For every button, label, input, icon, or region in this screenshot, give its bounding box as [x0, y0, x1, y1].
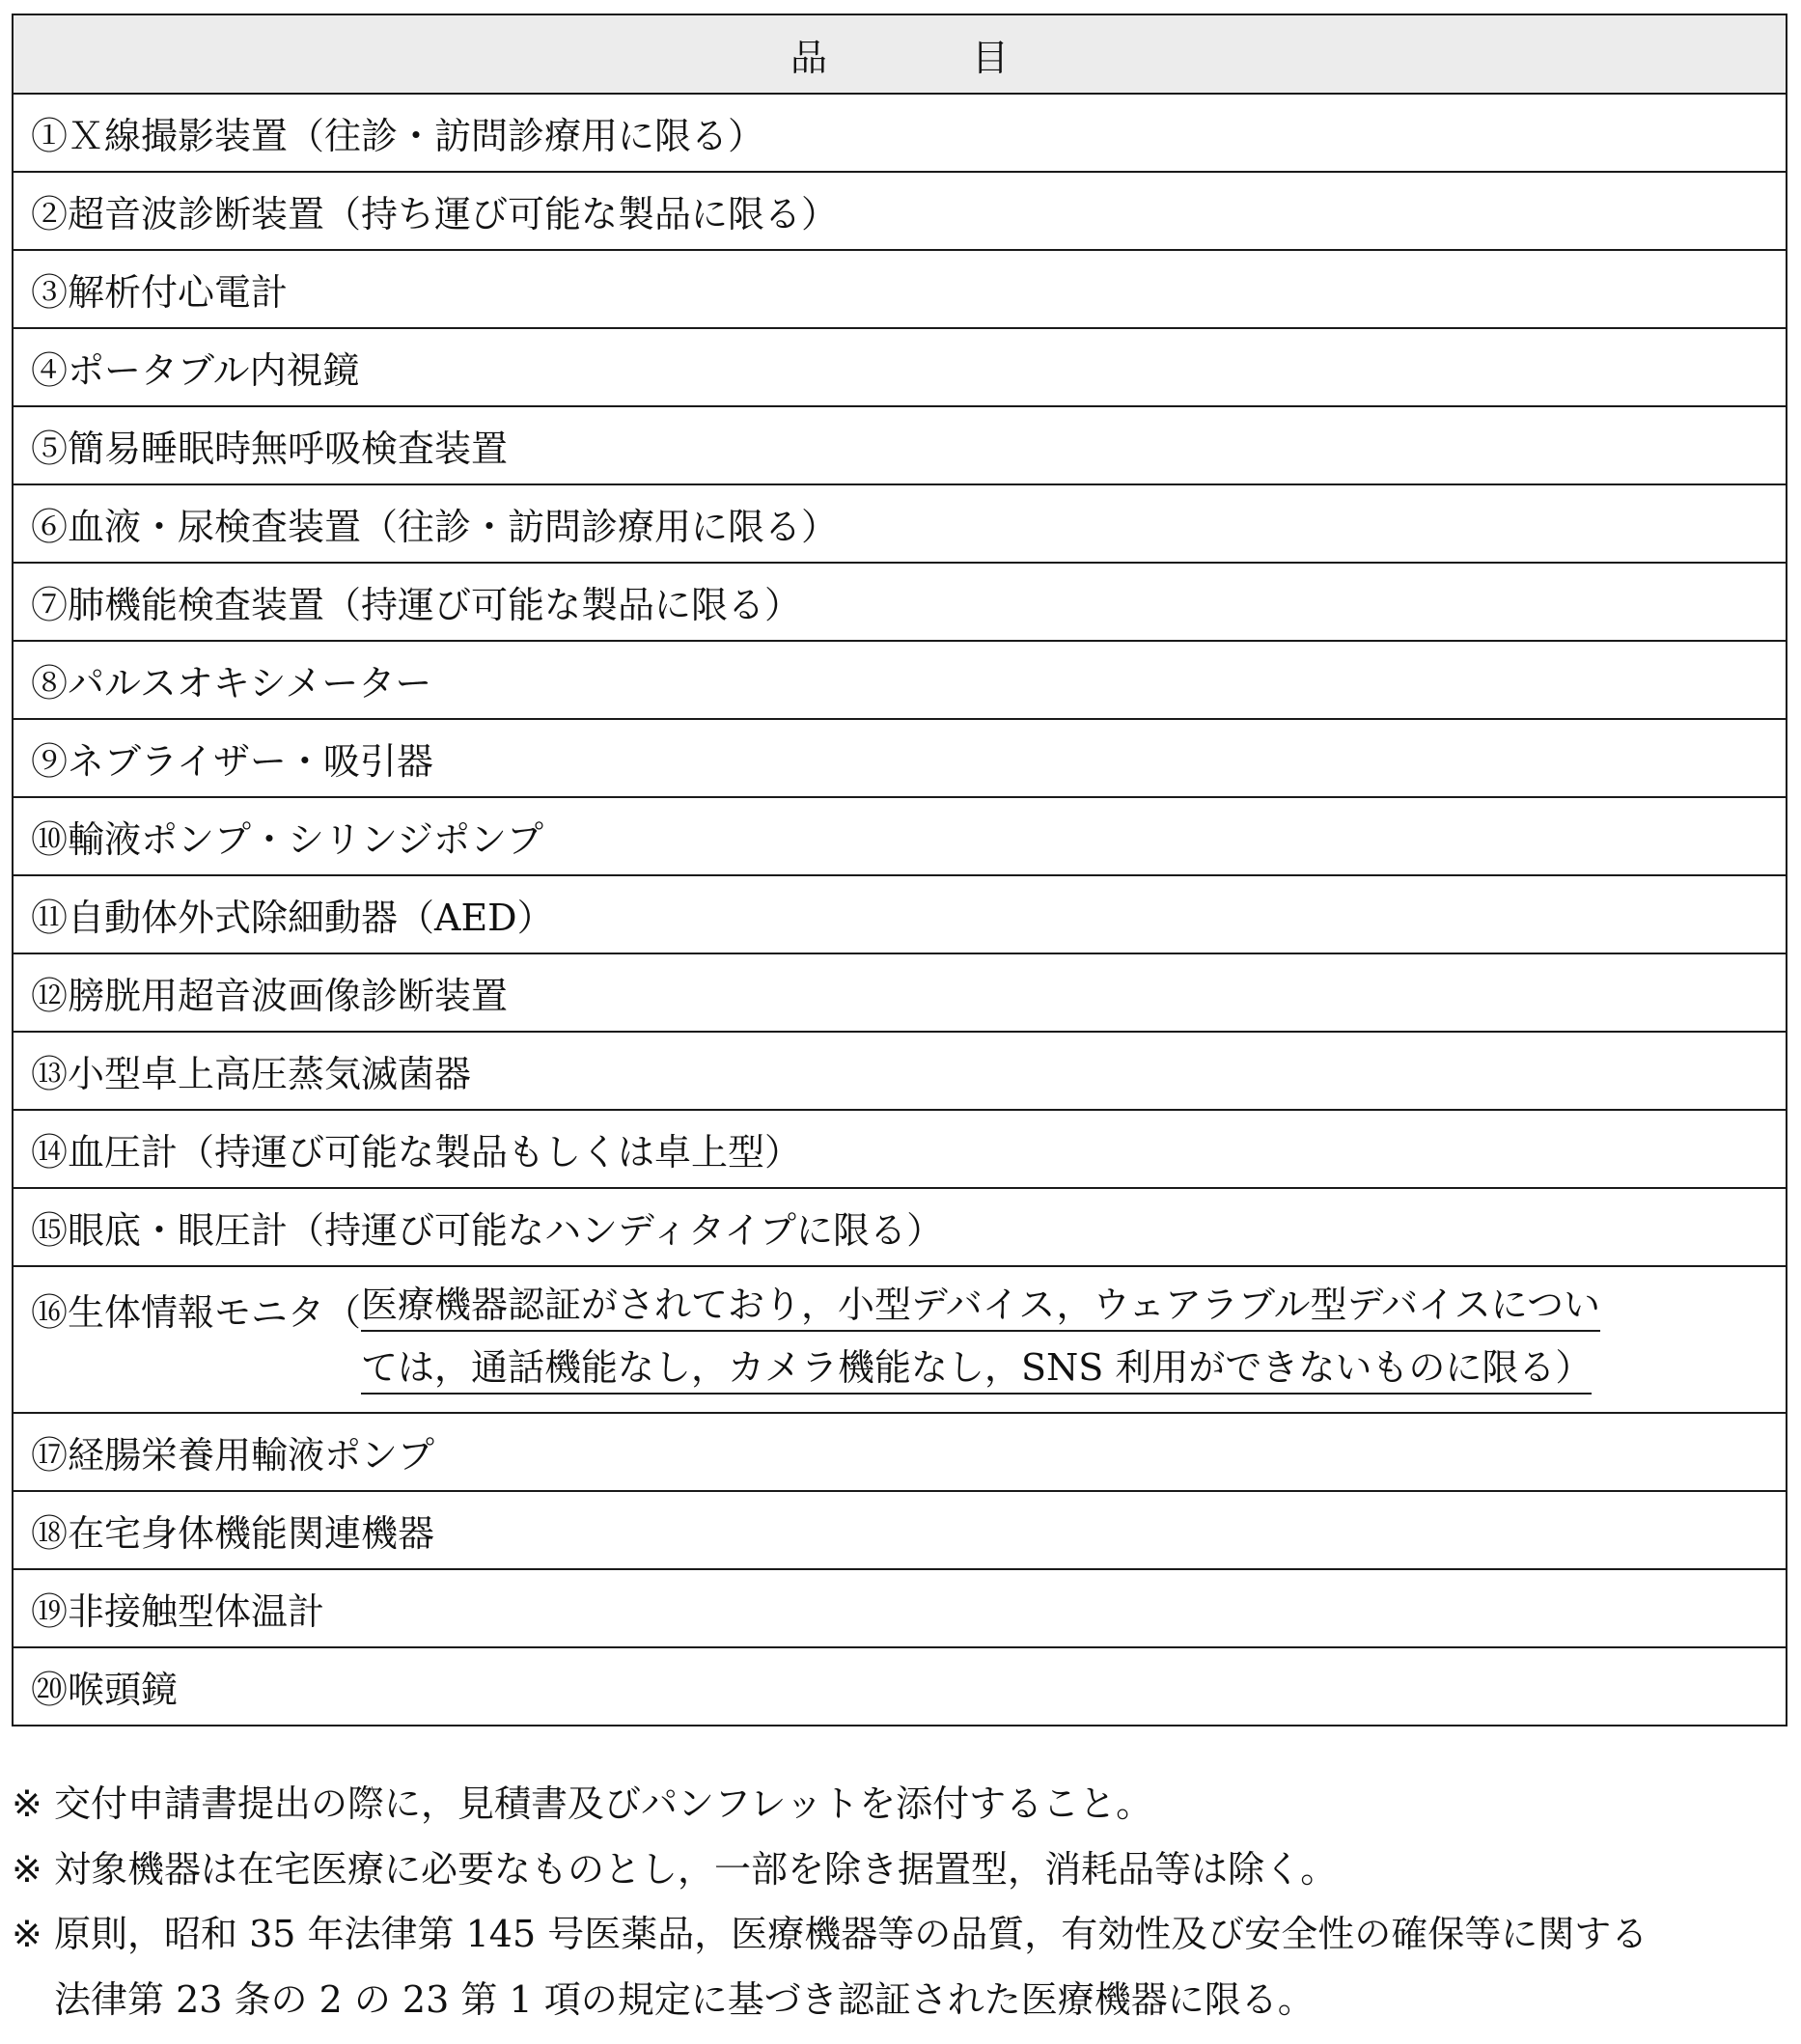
table-cell: ③解析付心電計	[13, 250, 1787, 328]
table-row	[13, 406, 1787, 484]
table-row	[13, 719, 1787, 797]
table-row	[13, 328, 1787, 406]
note-mark: ※	[12, 1913, 42, 1955]
table-row	[13, 172, 1787, 250]
table-cell: ⑰経腸栄養用輸液ポンプ	[13, 1413, 1787, 1491]
table-cell: ⑩輸液ポンプ・シリンジポンプ	[13, 797, 1787, 875]
table-cell: ⑱在宅身体機能関連機器	[13, 1491, 1787, 1569]
note-item	[12, 1847, 1793, 1893]
table-cell: ⑨ネブライザー・吸引器	[13, 719, 1787, 797]
table-cell: ⑭血圧計（持運び可能な製品もしくは卓上型）	[13, 1110, 1787, 1188]
table-row	[13, 1188, 1787, 1266]
note-text: 交付申請書提出の際に，見積書及びパンフレットを添付すること。	[54, 1782, 1153, 1825]
table-cell: ②超音波診断装置（持ち運び可能な製品に限る）	[13, 172, 1787, 250]
table-row	[13, 1413, 1787, 1491]
table-cell: ⑮眼底・眼圧計（持運び可能なハンディタイプに限る）	[13, 1188, 1787, 1266]
table-cell: ⑬小型卓上高圧蒸気滅菌器	[13, 1032, 1787, 1110]
note-mark: ※	[12, 1782, 42, 1825]
table-cell: ①Ｘ線撮影装置（往診・訪問診療用に限る）	[13, 94, 1787, 172]
table-row	[13, 875, 1787, 953]
note-text: 対象機器は在宅医療に必要なものとし，一部を除き据置型，消耗品等は除く。	[54, 1847, 1338, 1891]
notes-section	[12, 1782, 1793, 2042]
items-table	[12, 14, 1787, 1726]
table-row	[13, 563, 1787, 641]
table-row	[13, 1110, 1787, 1188]
header-char-1: 品	[790, 36, 827, 79]
note-item	[12, 1782, 1793, 1828]
table-row	[13, 1032, 1787, 1110]
table-cell: ⑦肺機能検査装置（持運び可能な製品に限る）	[13, 563, 1787, 641]
table-header-cell	[13, 14, 1787, 94]
table-cell: ⑪自動体外式除細動器（AED）	[13, 875, 1787, 953]
table-cell: ⑥血液・尿検査装置（往診・訪問診療用に限る）	[13, 484, 1787, 563]
header-char-2: 目	[972, 36, 1010, 79]
table-row	[13, 1647, 1787, 1726]
note-mark: ※	[12, 1847, 42, 1891]
multiline-wrap	[31, 1283, 1768, 1408]
table-cell: ④ポータブル内視鏡	[13, 328, 1787, 406]
row16-underlined-line-2: ては，通話機能なし，カメラ機能なし，SNS 利用ができないものに限る）	[361, 1345, 1592, 1395]
table-cell: ⑧パルスオキシメーター	[13, 641, 1787, 719]
table-cell: ⑳喉頭鏡	[13, 1647, 1787, 1726]
row16-underlined-line-1: 医療機器認証がされており，小型デバイス，ウェアラブル型デバイスについ	[361, 1283, 1600, 1332]
table-row	[13, 1569, 1787, 1647]
table-row	[13, 1491, 1787, 1569]
note-item	[12, 1912, 1793, 2023]
row16-prefix: ⑯生体情報モニタ（	[31, 1291, 362, 1334]
table-cell: ⑤簡易睡眠時無呼吸検査装置	[13, 406, 1787, 484]
table-row	[13, 250, 1787, 328]
note-text-multiline	[54, 1912, 1793, 2023]
table-cell: ⑲非接触型体温計	[13, 1569, 1787, 1647]
header-label	[790, 28, 1009, 81]
table-cell-multiline	[13, 1266, 1787, 1413]
table-row	[13, 94, 1787, 172]
note-line: 法律第 23 条の 2 の 23 第 1 項の規定に基づき認証された医療機器に限る。	[54, 1977, 1315, 2021]
table-row	[13, 484, 1787, 563]
table-row-multiline	[13, 1266, 1787, 1413]
table-row	[13, 797, 1787, 875]
note-line: 原則，昭和 35 年法律第 145 号医薬品，医療機器等の品質，有効性及び安全性の確保等に関する	[54, 1913, 1649, 1955]
table-header-row	[13, 14, 1787, 94]
row16-body	[361, 1283, 1768, 1408]
table-cell: ⑫膀胱用超音波画像診断装置	[13, 953, 1787, 1032]
table-row	[13, 641, 1787, 719]
table-row	[13, 953, 1787, 1032]
